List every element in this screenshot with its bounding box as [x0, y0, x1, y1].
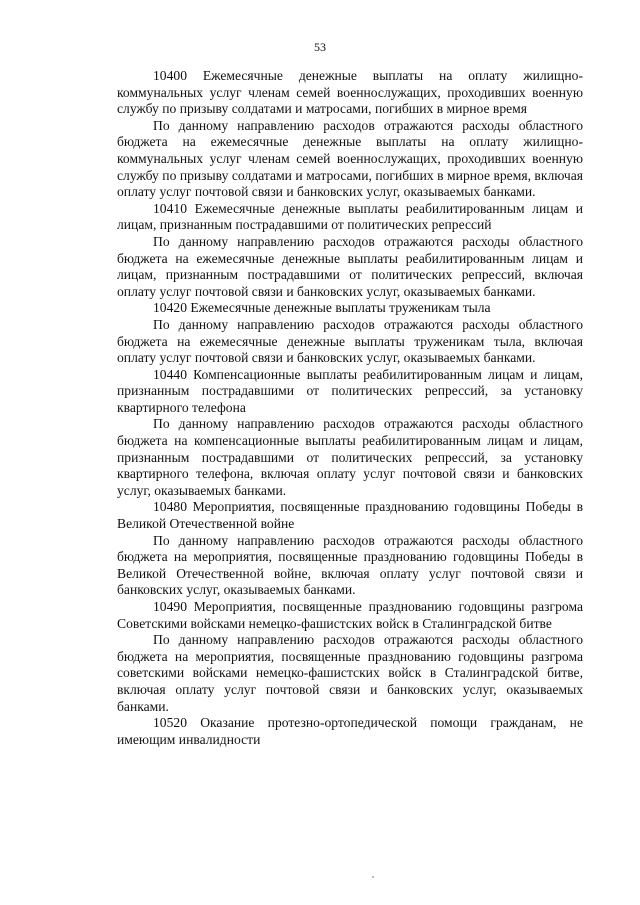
paragraph: По данному направлению расходов отражаются расходы областного бюджета на ежемесячные денежные выплаты труженикам тыла, включая оплату услуг почтовой связи и банковских услуг, оказываемых банками.: [117, 316, 583, 366]
paragraph: По данному направлению расходов отражаются расходы областного бюджета на мероприятия, посвященные празднованию годовщины Победы в Великой Отечественной войне, включая оплату услуг почтовой связи и банковских услуг, оказываемых банками.: [117, 532, 583, 598]
document-body: [117, 68, 583, 748]
paragraph: По данному направлению расходов отражаются расходы областного бюджета на ежемесячные денежные выплаты реабилитированным лицам и лицам, признанным пострадавшими от политических репрессий, включая оплату услуг почтовой связи и банковских услуг, оказываемых банками.: [117, 233, 583, 299]
scan-speck: [372, 876, 374, 878]
paragraph: По данному направлению расходов отражаются расходы областного бюджета на мероприятия, посвященные празднованию годовщины разгрома советскими войсками немецко-фашистских войск в Сталинградской битве, включая оплату услуг почтовой связи и банковских услуг, оказываемых банками.: [117, 632, 583, 714]
page-number: 53: [314, 40, 326, 54]
paragraph: 10420 Ежемесячные денежные выплаты труженикам тыла: [153, 300, 491, 316]
paragraph: 10410 Ежемесячные денежные выплаты реабилитированным лицам и лицам, признанным пострадавшими от политических репрессий: [117, 200, 583, 233]
paragraph: По данному направлению расходов отражаются расходы областного бюджета на компенсационные выплаты реабилитированным лицам и лицам, признанным пострадавшими от политических репрессий, за установку квартирного телефона, включая оплату услуг почтовой связи и банковских услуг, оказываемых банками.: [117, 416, 583, 498]
paragraph: 10440 Компенсационные выплаты реабилитированным лицам и лицам, признанным пострадавшими от политических репрессий, за установку квартирного телефона: [117, 366, 583, 415]
paragraph: 10520 Оказание протезно-ортопедической помощи гражданам, не имеющим инвалидности: [117, 715, 583, 747]
paragraph: 10400 Ежемесячные денежные выплаты на оплату жилищно-коммунальных услуг членам семей военнослужащих, проходивших военную службу по призыву солдатами и матросами, погибших в мирное время: [117, 68, 583, 117]
paragraph: 10480 Мероприятия, посвященные празднованию годовщины Победы в Великой Отечественной войне: [117, 499, 583, 532]
paragraph: 10490 Мероприятия, посвященные празднованию годовщины разгрома Советскими войсками немецко-фашистских войск в Сталинградской битве: [117, 599, 583, 631]
paragraph: По данному направлению расходов отражаются расходы областного бюджета на ежемесячные денежные выплаты на оплату жилищно-коммунальных услуг членам семей военнослужащих, проходивших военную службу по призыву солдатами и матросами, погибших в мирное время, включая оплату услуг почтовой связи и банковских услуг, оказываемых банками.: [117, 117, 583, 200]
